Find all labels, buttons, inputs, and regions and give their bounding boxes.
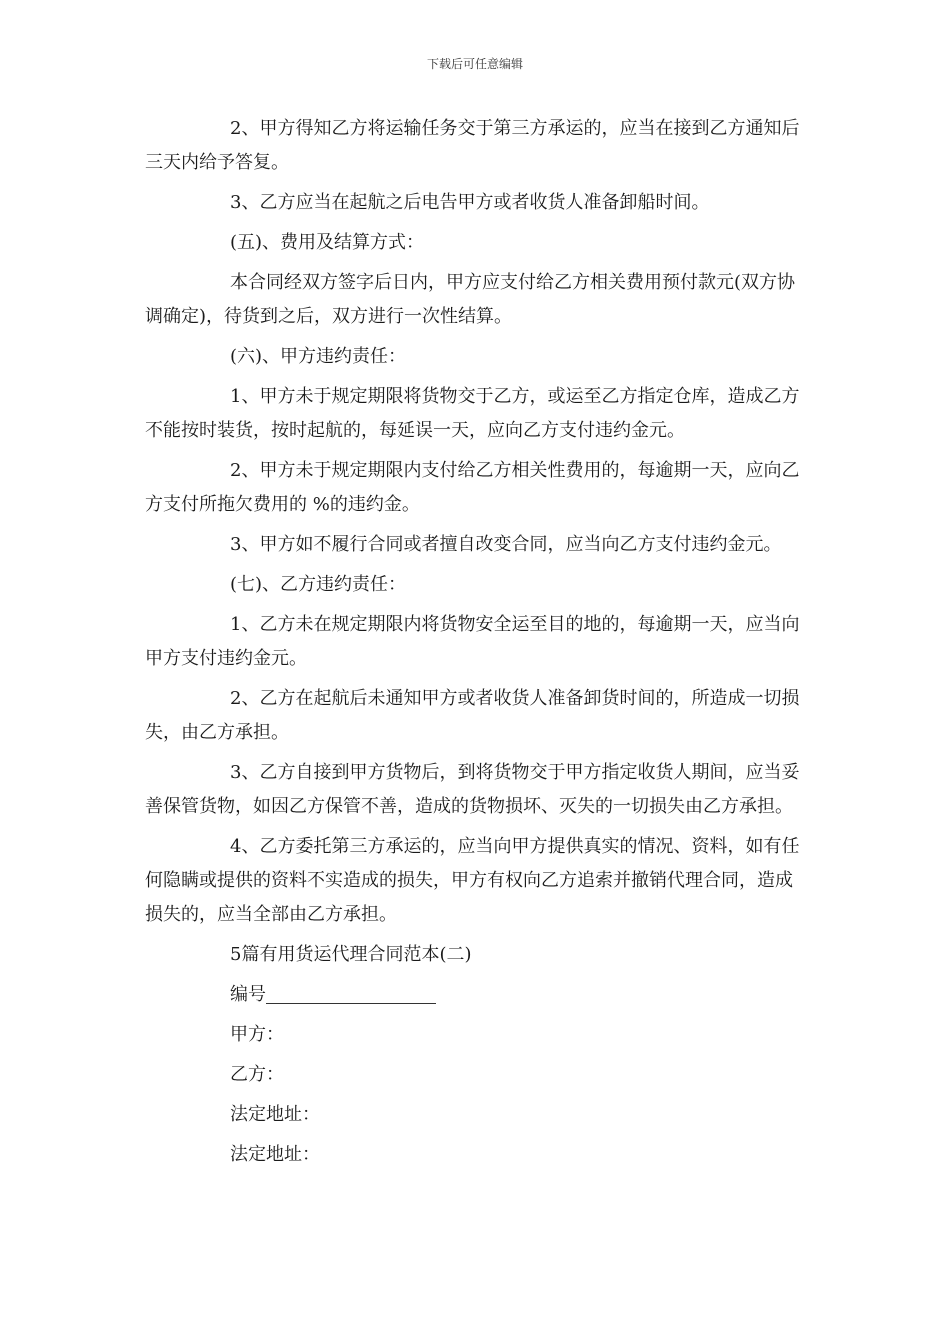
paragraph: 3、乙方应当在起航之后电告甲方或者收货人准备卸船时间。 — [230, 192, 710, 213]
paragraph: 2、乙方在起航后未通知甲方或者收货人准备卸货时间的，所造成一切损失，由乙方承担。 — [145, 688, 800, 743]
paragraph: 3、甲方如不履行合同或者擅自改变合同，应当向乙方支付违约金元。 — [230, 534, 782, 555]
party-a-label: 甲方： — [230, 1024, 284, 1045]
paragraph: 2、甲方未于规定期限内支付给乙方相关性费用的，每逾期一天，应向乙方支付所拖欠费用的 %的违约金。 — [145, 460, 800, 515]
paragraph: 本合同经双方签字后日内，甲方应支付给乙方相关费用预付款元(双方协调确定)，待货到之后，双方进行一次性结算。 — [145, 272, 796, 327]
address-b-label: 法定地址： — [230, 1144, 320, 1165]
party-b-label: 乙方： — [230, 1064, 284, 1085]
contract-title: 5篇有用货运代理合同范本(二) — [230, 944, 472, 965]
number-blank[interactable] — [266, 979, 436, 1004]
page-header: 下载后可任意编辑 — [426, 57, 523, 71]
section-heading: (五)、费用及结算方式： — [230, 232, 425, 253]
document-body — [145, 112, 805, 1178]
address-a-label: 法定地址： — [230, 1104, 320, 1125]
number-label: 编号 — [230, 984, 266, 1005]
paragraph: 1、乙方未在规定期限内将货物安全运至目的地的，每逾期一天，应当向甲方支付违约金元。 — [145, 614, 800, 669]
paragraph: 4、乙方委托第三方承运的，应当向甲方提供真实的情况、资料，如有任何隐瞒或提供的资料不实造成的损失，甲方有权向乙方追索并撤销代理合同，造成损失的，应当全部由乙方承担。 — [145, 836, 800, 925]
paragraph: 2、甲方得知乙方将运输任务交于第三方承运的，应当在接到乙方通知后三天内给予答复。 — [145, 118, 800, 173]
number-field — [145, 978, 805, 1012]
paragraph: 3、乙方自接到甲方货物后，到将货物交于甲方指定收货人期间，应当妥善保管货物，如因乙方保管不善，造成的货物损坏、灭失的一切损失由乙方承担。 — [145, 762, 800, 817]
section-heading: (七)、乙方违约责任： — [230, 574, 407, 595]
section-heading: (六)、甲方违约责任： — [230, 346, 407, 367]
paragraph: 1、甲方未于规定期限将货物交于乙方，或运至乙方指定仓库，造成乙方不能按时装货，按时起航的，每延误一天，应向乙方支付违约金元。 — [145, 386, 800, 441]
